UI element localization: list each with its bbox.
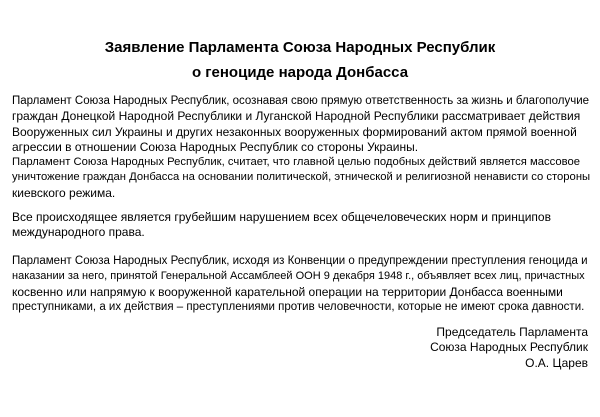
paragraph-4-line: наказании за него, принятой Генеральной Ассамблеей ООН 9 декабря 1948 г., объявляет всех лиц, причастных (12, 270, 585, 283)
paragraph-3-line: международного права. (12, 225, 145, 240)
signature-organization: Союза Народных Республик (430, 340, 588, 355)
document-body-block-2 (12, 210, 592, 241)
paragraph-3-line: Все происходящее является грубейшим нарушением всех общечеловеческих норм и принципов (12, 210, 551, 224)
signature-position: Председатель Парламента (436, 325, 588, 339)
document-subtitle: о геноциде народа Донбасса (191, 64, 409, 81)
document-title: Заявление Парламента Союза Народных Республик (104, 39, 496, 56)
document-body-block-1 (12, 94, 592, 201)
document-body-block-3 (12, 254, 592, 315)
paragraph-1-line: граждан Донецкой Народной Республики и Луганской Народной Республики рассматривает действия (12, 109, 581, 124)
paragraph-2-line: киевского режима. (12, 185, 116, 200)
paragraph-1-line: агрессии в отношении Союза Народных Республик со стороны Украины. (12, 139, 419, 154)
paragraph-2-line: Парламент Союза Народных Республик, считает, что главной целью подобных действий является массовое (12, 156, 580, 169)
paragraph-2 (12, 155, 592, 201)
signature-block (430, 325, 588, 371)
paragraph-4-line: косвенно или напрямую к вооруженной карательной операции на территории Донбасса военными (12, 284, 563, 299)
paragraph-4-line: преступниками, а их действия – преступлениями против человечности, которые не имеют срока давности. (12, 300, 585, 313)
paragraph-1 (12, 94, 592, 155)
paragraph-3 (12, 210, 592, 241)
paragraph-1-line: Вооруженных сил Украины и других незаконных вооруженных формирований актом прямой военной (12, 124, 577, 139)
paragraph-4 (12, 254, 592, 315)
paragraph-1-line: Парламент Союза Народных Республик, осознавая свою прямую ответственность за жизнь и благополучие (12, 95, 590, 107)
signature-name: О.А. Царев (525, 355, 588, 370)
paragraph-4-line: Парламент Союза Народных Республик, исходя из Конвенции о предупреждении преступления геноцида и (12, 255, 588, 267)
paragraph-2-line: уничтожение граждан Донбасса на основании политической, этнической и религиозной ненависти со стороны (12, 171, 591, 184)
